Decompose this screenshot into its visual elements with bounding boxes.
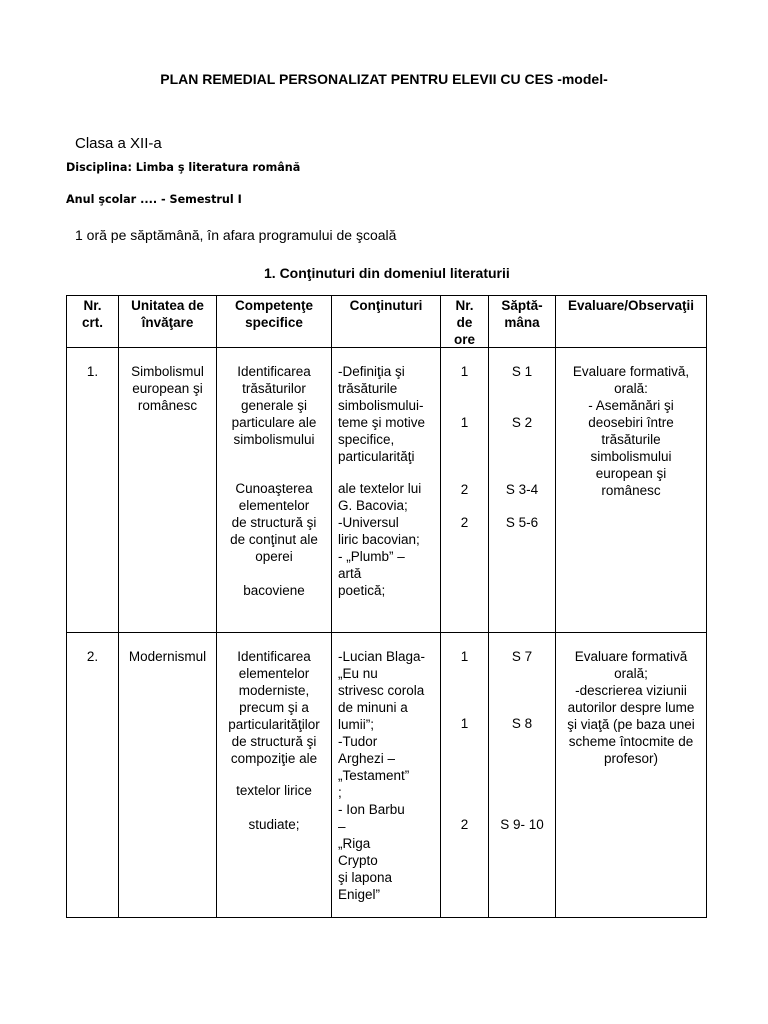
row-evaluation: Evaluare formativă, orală: - Asemănări şi deosebiri între trăsăturile simbolismului european şi românesc <box>572 364 690 498</box>
row-hours: 2 <box>460 482 469 497</box>
row-competence: Cunoaşterea elementelor de structură şi de conţinut ale operei <box>230 481 318 564</box>
row-unit: Simbolismul european şi românesc <box>131 364 204 413</box>
header-saptamana: Săptă- mâna <box>501 298 543 330</box>
row-competence: bacoviene <box>243 583 305 598</box>
row-hours: 1 <box>460 716 469 731</box>
row-number: 2. <box>86 649 99 664</box>
school-year-label: Anul şcolar .... - Semestrul I <box>66 193 242 206</box>
row-content: ale textelor lui G. Bacovia; -Universul liric bacovian; - „Plumb” – artă poetică; <box>338 481 422 598</box>
row-week: S 5-6 <box>505 515 539 530</box>
row-unit: Modernismul <box>128 649 207 664</box>
row-evaluation: Evaluare formativă orală; -descrierea viziunii autorilor despre lume şi viaţă (pe baza unei scheme întocmite de profesor) <box>567 649 695 766</box>
header-evaluare: Evaluare/Observaţii <box>567 298 695 313</box>
header-continuturi: Conţinuturi <box>349 298 423 313</box>
row-hours: 2 <box>460 817 469 832</box>
row-hours: 1 <box>460 364 469 379</box>
row-number: 1. <box>86 364 99 379</box>
row-week: S 2 <box>511 415 533 430</box>
header-nr: Nr. crt. <box>81 298 103 330</box>
hours-note: 1 oră pe săptămână, în afara programului de şcoală <box>75 227 397 243</box>
class-label: Clasa a XII-a <box>75 135 162 152</box>
row-hours: 1 <box>460 415 469 430</box>
row-competence: textelor lirice <box>236 783 312 798</box>
row-week: S 8 <box>511 716 533 731</box>
row-hours: 2 <box>460 515 469 530</box>
row-hours: 1 <box>460 649 469 664</box>
row-week: S 3-4 <box>505 482 539 497</box>
document-title: PLAN REMEDIAL PERSONALIZAT PENTRU ELEVII CU CES -model- <box>160 71 608 87</box>
row-content: -Definiţia şi trăsăturile simbolismului- teme şi motive specifice, particularităţi <box>338 364 426 464</box>
row-week: S 7 <box>511 649 533 664</box>
row-content: -Lucian Blaga- „Eu nu strivesc corola de minuni a lumii”; -Tudor Arghezi – „Testament” ; - Ion Barbu – „Riga Crypto şi lapona Enigel” <box>338 649 426 902</box>
section-title: 1. Conţinuturi din domeniul literaturii <box>264 265 510 281</box>
row-week: S 1 <box>511 364 533 379</box>
header-ore: Nr. de ore <box>453 298 475 347</box>
row-competence: studiate; <box>248 817 300 832</box>
row-competence: Identificarea elementelor moderniste, precum şi a particularităţilor de structură şi compoziţie ale <box>228 649 320 766</box>
row-competence: Identificarea trăsăturilor generale şi particulare ale simbolismului <box>231 364 317 447</box>
header-competente: Competenţe specifice <box>234 298 313 330</box>
discipline-label: Disciplina: Limba ş literatura română <box>66 161 301 174</box>
header-unitatea: Unitatea de învăţare <box>131 298 204 330</box>
row-week: S 9- 10 <box>500 817 544 832</box>
